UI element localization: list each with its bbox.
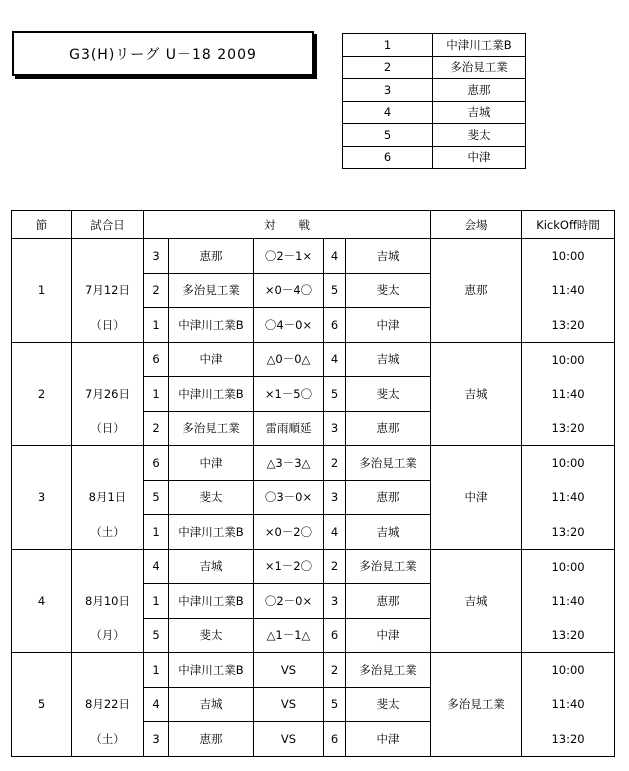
away-team: 中津: [346, 618, 431, 653]
match-date: 7月26日: [72, 377, 144, 412]
home-team: 恵那: [169, 239, 254, 274]
match-row: [12, 446, 615, 481]
match-result: ×0－2〇: [254, 515, 324, 550]
away-number: 2: [324, 446, 346, 481]
match-row: [12, 411, 615, 446]
match-row: [12, 515, 615, 550]
home-team: 斐太: [169, 618, 254, 653]
home-number: 5: [144, 618, 169, 653]
match-date: 8月22日: [72, 687, 144, 722]
match-result: △3－3△: [254, 446, 324, 481]
team-name: 多治見工業: [433, 56, 526, 79]
venue: 吉城: [431, 342, 522, 446]
team-row: [343, 124, 526, 147]
kickoff-time: 11:40: [522, 273, 615, 308]
team-number: 6: [343, 146, 433, 169]
match-result: VS: [254, 687, 324, 722]
away-number: 6: [324, 722, 346, 757]
match-date: 8月10日: [72, 584, 144, 619]
match-row: [12, 480, 615, 515]
home-team: 中津川工業B: [169, 584, 254, 619]
venue: 吉城: [431, 549, 522, 653]
home-number: 6: [144, 446, 169, 481]
kickoff-time: 11:40: [522, 480, 615, 515]
match-date: 7月12日: [72, 273, 144, 308]
date-cell-blank: [72, 549, 144, 584]
team-row: [343, 146, 526, 169]
team-row: [343, 101, 526, 124]
team-number: 4: [343, 101, 433, 124]
match-result: 〇2－0×: [254, 584, 324, 619]
team-number: 2: [343, 56, 433, 79]
match-date: 8月1日: [72, 480, 144, 515]
kickoff-time: 13:20: [522, 411, 615, 446]
match-row: [12, 273, 615, 308]
home-team: 中津川工業B: [169, 653, 254, 688]
venue: 中津: [431, 446, 522, 550]
match-result: ×1－2〇: [254, 549, 324, 584]
team-row: [343, 56, 526, 79]
home-number: 2: [144, 411, 169, 446]
match-day: （月）: [72, 618, 144, 653]
home-team: 吉城: [169, 549, 254, 584]
home-number: 3: [144, 722, 169, 757]
home-number: 6: [144, 342, 169, 377]
away-number: 5: [324, 687, 346, 722]
venue: 多治見工業: [431, 653, 522, 757]
match-result: △0－0△: [254, 342, 324, 377]
away-number: 3: [324, 411, 346, 446]
match-day: （日）: [72, 411, 144, 446]
home-number: 4: [144, 549, 169, 584]
away-team: 多治見工業: [346, 653, 431, 688]
date-cell-blank: [72, 446, 144, 481]
home-number: 1: [144, 377, 169, 412]
round-number: 3: [12, 446, 72, 550]
home-number: 1: [144, 653, 169, 688]
away-number: 4: [324, 515, 346, 550]
round-number: 5: [12, 653, 72, 757]
home-team: 中津川工業B: [169, 377, 254, 412]
away-number: 5: [324, 273, 346, 308]
away-number: 2: [324, 653, 346, 688]
date-cell-blank: [72, 653, 144, 688]
kickoff-time: 10:00: [522, 239, 615, 274]
date-cell-blank: [72, 342, 144, 377]
match-result: △1－1△: [254, 618, 324, 653]
away-team: 斐太: [346, 377, 431, 412]
home-number: 1: [144, 308, 169, 343]
away-number: 2: [324, 549, 346, 584]
team-name: 吉城: [433, 101, 526, 124]
away-team: 恵那: [346, 584, 431, 619]
header-venue: 会場: [431, 211, 522, 239]
match-row: [12, 687, 615, 722]
away-number: 6: [324, 618, 346, 653]
team-number: 5: [343, 124, 433, 147]
team-name: 中津川工業B: [433, 34, 526, 57]
match-result: 〇3－0×: [254, 480, 324, 515]
home-number: 1: [144, 584, 169, 619]
header-setsu: 節: [12, 211, 72, 239]
kickoff-time: 10:00: [522, 342, 615, 377]
kickoff-time: 10:00: [522, 653, 615, 688]
header-match: 対 戦: [144, 211, 431, 239]
away-number: 4: [324, 342, 346, 377]
home-number: 1: [144, 515, 169, 550]
match-day: （日）: [72, 308, 144, 343]
kickoff-time: 13:20: [522, 722, 615, 757]
venue: 恵那: [431, 239, 522, 343]
match-result: ×1－5〇: [254, 377, 324, 412]
away-number: 3: [324, 480, 346, 515]
header-row: [12, 211, 615, 239]
header-date: 試合日: [72, 211, 144, 239]
home-team: 恵那: [169, 722, 254, 757]
kickoff-time: 11:40: [522, 687, 615, 722]
away-team: 吉城: [346, 342, 431, 377]
home-team: 斐太: [169, 480, 254, 515]
home-team: 中津川工業B: [169, 308, 254, 343]
home-number: 2: [144, 273, 169, 308]
match-row: [12, 549, 615, 584]
home-team: 中津川工業B: [169, 515, 254, 550]
match-row: [12, 342, 615, 377]
home-team: 多治見工業: [169, 273, 254, 308]
home-number: 5: [144, 480, 169, 515]
kickoff-time: 13:20: [522, 515, 615, 550]
team-number: 1: [343, 34, 433, 57]
kickoff-time: 10:00: [522, 549, 615, 584]
away-number: 3: [324, 584, 346, 619]
home-number: 4: [144, 687, 169, 722]
header-kickoff: KickOff時間: [522, 211, 615, 239]
kickoff-time: 10:00: [522, 446, 615, 481]
match-row: [12, 618, 615, 653]
round-number: 4: [12, 549, 72, 653]
kickoff-time: 11:40: [522, 584, 615, 619]
home-number: 3: [144, 239, 169, 274]
team-number: 3: [343, 79, 433, 102]
away-number: 6: [324, 308, 346, 343]
away-team: 中津: [346, 308, 431, 343]
date-cell-blank: [72, 239, 144, 274]
away-team: 吉城: [346, 239, 431, 274]
match-row: [12, 722, 615, 757]
match-result: 雷雨順延: [254, 411, 324, 446]
away-team: 恵那: [346, 480, 431, 515]
team-row: [343, 79, 526, 102]
page-title: G3(H)リーグ U－18 2009: [12, 31, 314, 76]
team-list: [342, 33, 526, 169]
away-number: 4: [324, 239, 346, 274]
away-team: 多治見工業: [346, 549, 431, 584]
away-team: 中津: [346, 722, 431, 757]
home-team: 多治見工業: [169, 411, 254, 446]
team-name: 斐太: [433, 124, 526, 147]
away-team: 斐太: [346, 273, 431, 308]
round-number: 1: [12, 239, 72, 343]
away-number: 5: [324, 377, 346, 412]
team-name: 中津: [433, 146, 526, 169]
round-number: 2: [12, 342, 72, 446]
kickoff-time: 13:20: [522, 618, 615, 653]
home-team: 中津: [169, 342, 254, 377]
match-row: [12, 308, 615, 343]
match-day: （土）: [72, 722, 144, 757]
away-team: 多治見工業: [346, 446, 431, 481]
kickoff-time: 13:20: [522, 308, 615, 343]
away-team: 斐太: [346, 687, 431, 722]
match-result: 〇2－1×: [254, 239, 324, 274]
match-day: （土）: [72, 515, 144, 550]
match-result: 〇4－0×: [254, 308, 324, 343]
match-row: [12, 584, 615, 619]
match-row: [12, 377, 615, 412]
schedule-table: [11, 210, 615, 757]
team-row: [343, 34, 526, 57]
match-result: VS: [254, 653, 324, 688]
team-name: 恵那: [433, 79, 526, 102]
match-result: VS: [254, 722, 324, 757]
home-team: 中津: [169, 446, 254, 481]
kickoff-time: 11:40: [522, 377, 615, 412]
home-team: 吉城: [169, 687, 254, 722]
away-team: 吉城: [346, 515, 431, 550]
match-row: [12, 653, 615, 688]
away-team: 恵那: [346, 411, 431, 446]
match-row: [12, 239, 615, 274]
match-result: ×0－4〇: [254, 273, 324, 308]
